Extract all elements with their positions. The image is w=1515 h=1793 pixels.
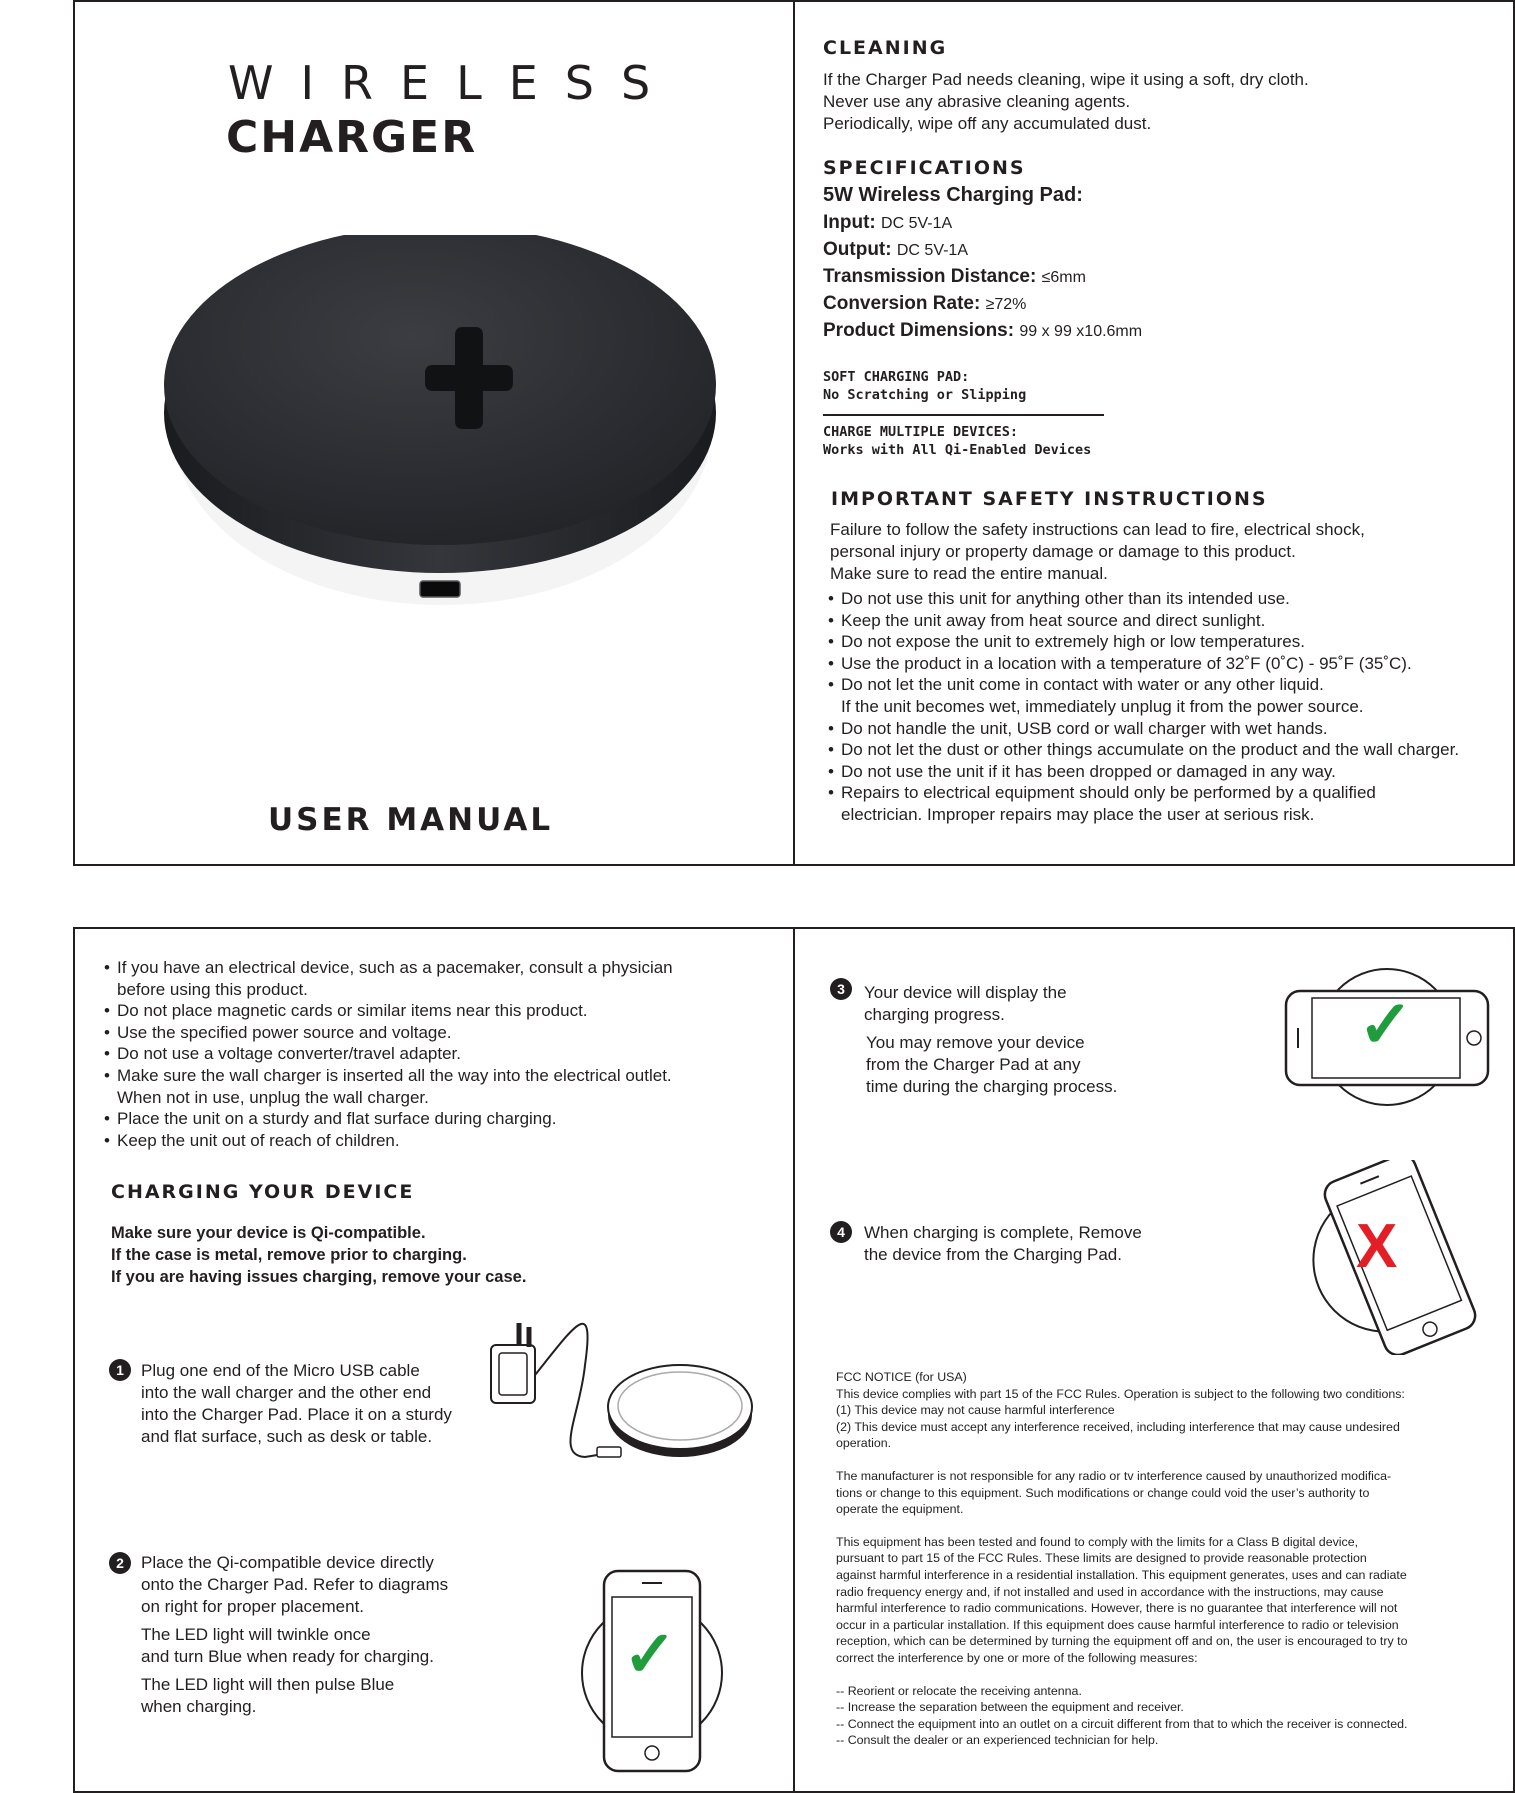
step-line: The LED light will then pulse Blue <box>141 1675 395 1694</box>
step-line: from the Charger Pad at any <box>866 1055 1081 1074</box>
spec-row <box>823 237 1142 264</box>
step-line: the device from the Charging Pad. <box>864 1245 1122 1264</box>
feature-title: CHARGE MULTIPLE DEVICES: <box>823 424 1019 440</box>
spec-label: Input: <box>823 212 876 233</box>
spec-row <box>823 291 1142 318</box>
list-item: • Use the specified power source and voltage. <box>104 1022 784 1044</box>
charging-notes <box>111 1222 526 1288</box>
step-line: on right for proper placement. <box>141 1597 365 1616</box>
cleaning-line: If the Charger Pad needs cleaning, wipe it using a soft, dry cloth. <box>823 70 1309 89</box>
step-4-text <box>864 1222 1142 1266</box>
list-item: • Do not let the dust or other things accumulate on the product and the wall charger. <box>828 739 1508 761</box>
specs-subheading: 5W Wireless Charging Pad: <box>823 184 1083 206</box>
list-item: • Use the product in a location with a temperature of 32˚F (0˚C) - 95˚F (35˚C). <box>828 653 1508 675</box>
specs-list <box>823 210 1142 345</box>
charging-note: If you are having issues charging, remove your case. <box>111 1268 527 1286</box>
step-line: and flat surface, such as desk or table. <box>141 1427 433 1446</box>
spec-row <box>823 210 1142 237</box>
step-line: Your device will display the <box>864 983 1067 1002</box>
step-4-badge: 4 <box>830 1221 852 1243</box>
cover-title-line1: WIRELESS <box>228 56 678 110</box>
step-line: You may remove your device <box>866 1033 1085 1052</box>
x-mark-icon: X <box>1356 1212 1398 1281</box>
feature-text: No Scratching or Slipping <box>823 387 1027 403</box>
feature-text: Works with All Qi-Enabled Devices <box>823 442 1092 458</box>
spec-value: ≥72% <box>985 296 1027 313</box>
check-mark-icon: ✓ <box>623 1617 677 1692</box>
list-item: • Do not use the unit if it has been dropped or damaged in any way. <box>828 761 1508 783</box>
fcc-title: FCC NOTICE (for USA) <box>836 1370 967 1384</box>
list-item: • Make sure the wall charger is inserted all the way into the electrical outlet. When not in use, unplug the wall charger. <box>104 1065 784 1108</box>
cleaning-line: Never use any abrasive cleaning agents. <box>823 92 1131 111</box>
feature-multi-device <box>823 423 1091 459</box>
manual-label: USER MANUAL <box>268 802 554 838</box>
step-3-text <box>864 982 1117 1098</box>
step-2-text <box>141 1552 448 1718</box>
spec-label: Output: <box>823 239 892 260</box>
step-line: charging progress. <box>864 1005 1005 1024</box>
safety-bullet-list-continued <box>104 957 784 1151</box>
charging-heading: CHARGING YOUR DEVICE <box>111 1181 415 1203</box>
step-line: time during the charging process. <box>866 1077 1118 1096</box>
step-2-badge: 2 <box>109 1552 131 1574</box>
step-line: when charging. <box>141 1697 257 1716</box>
list-item: • Do not let the unit come in contact with water or any other liquid. If the unit becomes wet, immediately unplug it from the power source. <box>828 674 1508 717</box>
list-item: • Do not handle the unit, USB cord or wall charger with wet hands. <box>828 718 1508 740</box>
spec-label: Transmission Distance: <box>823 266 1037 287</box>
list-item: • Do not use a voltage converter/travel adapter. <box>104 1043 784 1065</box>
feature-title: SOFT CHARGING PAD: <box>823 369 970 385</box>
list-item: • Repairs to electrical equipment should only be performed by a qualified electrician. Improper repairs may place the user at serious risk. <box>828 782 1508 825</box>
spec-value: DC 5V-1A <box>881 215 953 232</box>
list-item: • Do not expose the unit to extremely high or low temperatures. <box>828 631 1508 653</box>
safety-bullet-list <box>828 588 1508 826</box>
list-item: • Do not use this unit for anything other than its intended use. <box>828 588 1508 610</box>
check-mark-icon: ✓ <box>1358 985 1414 1063</box>
step-3-badge: 3 <box>830 978 852 1000</box>
list-item: • Do not place magnetic cards or similar items near this product. <box>104 1000 784 1022</box>
list-item: • Keep the unit out of reach of children. <box>104 1130 784 1152</box>
spec-value: ≤6mm <box>1041 269 1086 286</box>
bottom-fold-line <box>793 927 795 1793</box>
cleaning-line: Periodically, wipe off any accumulated dust. <box>823 114 1152 133</box>
list-item: • If you have an electrical device, such as a pacemaker, consult a physician before using this product. <box>104 957 784 1000</box>
safety-intro <box>830 519 1365 585</box>
spec-value: DC 5V-1A <box>896 242 968 259</box>
fcc-paragraph: The manufacturer is not responsible for any radio or tv interference caused by unauthorized modifica- tions or change to this equipment. Such modifications or change could void the user’s authority to operate the equipment. <box>836 1468 1392 1517</box>
safety-intro-line: Make sure to read the entire manual. <box>830 564 1108 583</box>
spec-label: Conversion Rate: <box>823 293 981 314</box>
fcc-measures: -- Reorient or relocate the receiving antenna. -- Increase the separation between the equipment and receiver. -- Connect the equipment into an outlet on a circuit different from that to which the receiver is connected. -- Consult the dealer or an experienced technician for help. <box>836 1683 1408 1748</box>
spec-row <box>823 264 1142 291</box>
spec-label: Product Dimensions: <box>823 320 1015 341</box>
step-line: into the wall charger and the other end <box>141 1383 432 1402</box>
step-line: Place the Qi-compatible device directly <box>141 1553 434 1572</box>
step-line: When charging is complete, Remove <box>864 1223 1142 1242</box>
specs-heading: SPECIFICATIONS <box>823 157 1026 179</box>
step-1-text <box>141 1360 452 1448</box>
cleaning-text <box>823 69 1309 135</box>
cleaning-heading: CLEANING <box>823 37 948 59</box>
charging-note: If the case is metal, remove prior to charging. <box>111 1246 467 1264</box>
list-item: • Keep the unit away from heat source and direct sunlight. <box>828 610 1508 632</box>
top-fold-line <box>793 0 795 866</box>
step-line: The LED light will twinkle once <box>141 1625 371 1644</box>
wall-charger-cable-illustration <box>485 1305 765 1485</box>
fcc-paragraph: This equipment has been tested and found to comply with the limits for a Class B digital device, pursuant to part 15 of the FCC Rules. These limits are designed to provide reasonable protection against harmful interference in a residential installation. This equipment generates, uses and can radiate radio frequency energy and, if not installed and used in accordance with the instructions, may cause harmful interference to radio communications. However, there is no guarantee that interference will not occur in a particular installation. If this equipment does cause harmful interference to radio or television reception, which can be determined by turning the equipment off and on, the user is encouraged to try to correct the interference by one or more of the following measures: <box>836 1534 1408 1665</box>
list-item: • Place the unit on a sturdy and flat surface during charging. <box>104 1108 784 1130</box>
spec-value: 99 x 99 x10.6mm <box>1019 323 1143 340</box>
safety-heading: IMPORTANT SAFETY INSTRUCTIONS <box>831 488 1268 510</box>
feature-divider <box>823 414 1104 416</box>
charger-pad-illustration <box>150 235 730 620</box>
safety-intro-line: Failure to follow the safety instructions can lead to fire, electrical shock, <box>830 520 1365 539</box>
step-line: onto the Charger Pad. Refer to diagrams <box>141 1575 449 1594</box>
spec-row <box>823 318 1142 345</box>
charging-note: Make sure your device is Qi-compatible. <box>111 1224 426 1242</box>
safety-intro-line: personal injury or property damage or damage to this product. <box>830 542 1296 561</box>
step-1-badge: 1 <box>109 1359 131 1381</box>
step-line: into the Charger Pad. Place it on a sturdy <box>141 1405 452 1424</box>
feature-soft-pad <box>823 368 1026 404</box>
step-line: Plug one end of the Micro USB cable <box>141 1361 420 1380</box>
step-line: and turn Blue when ready for charging. <box>141 1647 434 1666</box>
fcc-paragraph: This device complies with part 15 of the FCC Rules. Operation is subject to the following two conditions: (1) This device may not cause harmful interference (2) This device must accept any interference received, including interference that may cause undesired operation. <box>836 1386 1405 1451</box>
fcc-notice <box>836 1369 1496 1749</box>
cover-title-line2: CHARGER <box>226 112 478 163</box>
